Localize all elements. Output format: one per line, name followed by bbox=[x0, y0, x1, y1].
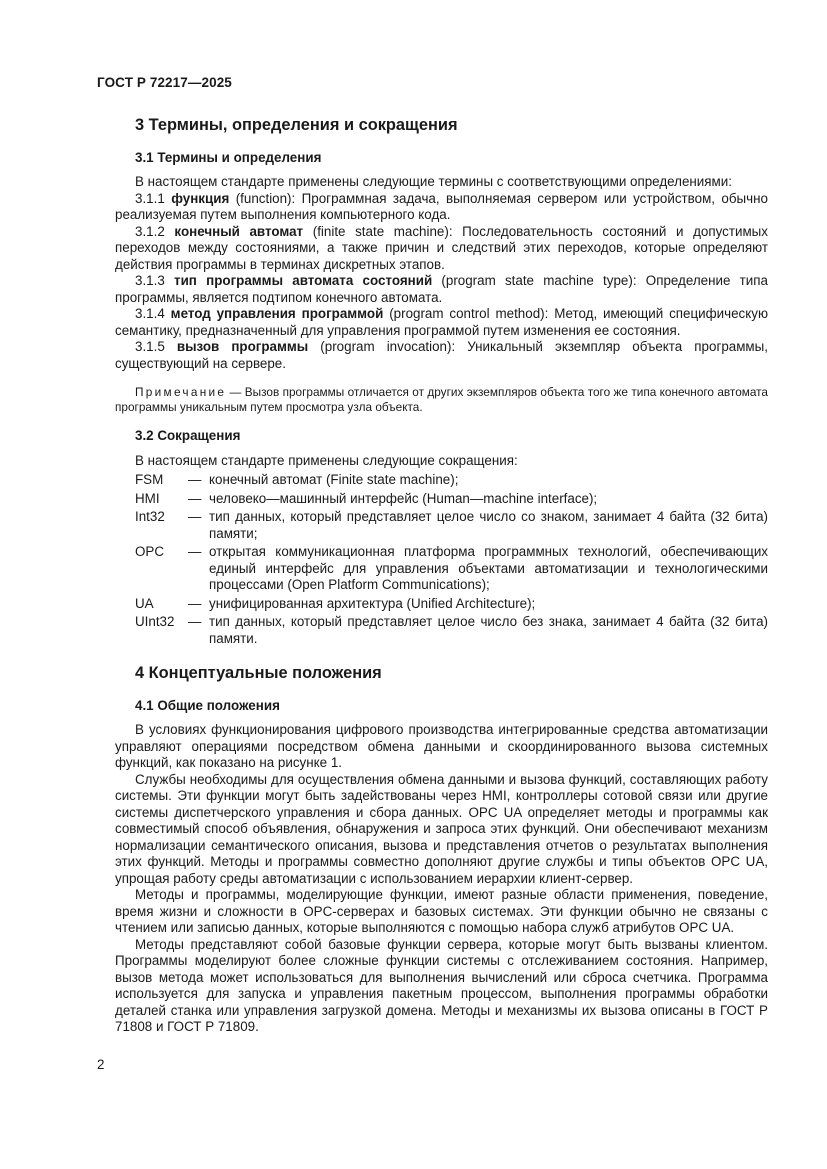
subsection-3-1-heading: 3.1 Термины и определения bbox=[135, 149, 322, 165]
abbreviation-item bbox=[135, 509, 768, 542]
term-3-1-2: 3.1.2 конечный автомат (finite state machine): Последовательность состояний и допустимых переходов между состояниями, а также причин и следствий этих переходов, которые определяют действия программы в терминах дискретных этапов. bbox=[115, 223, 768, 272]
abbreviations-list bbox=[115, 472, 768, 647]
abbreviation-item bbox=[135, 596, 768, 613]
term-3-1-3: 3.1.3 тип программы автомата состояний (program state machine type): Определение типа программы, является подтипом конечного автомата. bbox=[115, 273, 768, 305]
abbreviation-item bbox=[135, 544, 768, 594]
note bbox=[115, 385, 768, 415]
abbreviation-term: UInt32 bbox=[135, 614, 175, 629]
abbreviation-term: Int32 bbox=[135, 509, 165, 524]
abbreviation-definition: открытая коммуникационная платформа программных технологий, обеспечивающих единый интерфейс для управления объектами автоматизации и технологическими процессами (Open Platform Communications); bbox=[209, 544, 768, 592]
abbreviation-item bbox=[135, 614, 768, 647]
abbreviation-term: HMI bbox=[135, 490, 160, 506]
term-3-1-4: 3.1.4 метод управления программой (program control method): Метод, имеющий специфическую семантику, предназначенный для управления программой путем изменения ее состояния. bbox=[115, 306, 769, 338]
abbreviation-item bbox=[135, 472, 768, 489]
paragraph: В условиях функционирования цифрового производства интегрированные средства автоматизации управляют операциями посредством обмена данными и скоординированного вызова системных функций, как показано на рисунке 1. bbox=[115, 722, 768, 770]
section-4-heading: 4 Концептуальные положения bbox=[135, 664, 382, 682]
subsection-4-1-heading: 4.1 Общие положения bbox=[135, 697, 280, 713]
paragraph: Методы представляют собой базовые функции сервера, которые могут быть вызваны клиентом. Программы моделируют более сложные функции системы с отслеживанием состояния. Например, вызов метода может использоваться для выполнения вычислений или сброса счетчика. Программа используется для запуска и управления пакетным процессом, выполнения программы обработки деталей станка или управления загрузкой домена. Методы и механизмы их вызова описаны в ГОСТ Р 71808 и ГОСТ Р 71809. bbox=[115, 936, 768, 1034]
subsection-3-2-heading: 3.2 Сокращения bbox=[135, 428, 241, 443]
note-text: — Вызов программы отличается от других экземпляров объекта того же типа конечного автомата программы уникальным путем просмотра узла объекта. bbox=[115, 385, 768, 414]
abbreviations-intro: В настоящем стандарте применены следующие сокращения: bbox=[135, 452, 518, 468]
abbreviation-dash: — bbox=[188, 509, 202, 524]
abbreviation-dash: — bbox=[188, 544, 202, 559]
abbreviation-definition: тип данных, который представляет целое число со знаком, занимает 4 байта (32 бита) памяти; bbox=[209, 509, 768, 541]
abbreviation-definition: унифицированная архитектура (Unified Architecture); bbox=[209, 595, 536, 611]
abbreviation-dash: — bbox=[188, 472, 202, 487]
terms-intro: В настоящем стандарте применены следующие термины с соответствующими определениями: bbox=[135, 174, 732, 189]
page-number: 2 bbox=[97, 1057, 105, 1072]
term-3-1-5: 3.1.5 вызов программы (program invocation): Уникальный экземпляр объекта программы, существующий на сервере. bbox=[115, 339, 768, 371]
abbreviation-definition: человеко—машинный интерфейс (Human—machine interface); bbox=[209, 490, 598, 506]
paragraph: Методы и программы, моделирующие функции, имеют разные области применения, поведение, время жизни и сложности в OPC-серверах и базовых системах. Эти функции обычно не связаны с чтением или записью данных, которые выполняются с помощью набора служб атрибутов OPC UA. bbox=[115, 887, 768, 935]
note-label: Примечание bbox=[135, 385, 227, 399]
abbreviation-term: OPC bbox=[135, 544, 165, 559]
paragraph: Службы необходимы для осуществления обмена данными и вызова функций, составляющих работу системы. Эти функции могут быть задействованы через HMI, контроллеры сотовой связи или другие системы диспетчерского управления и сбора данных. OPC UA определяет методы и программы как совместимый способ объявления, обнаружения и запроса этих функций. Они обеспечивают механизм нормализации семантического описания, вызова и представления отчетов о результатах выполнения этих функций. Методы и программы совместно дополняют другие службы и типы объектов OPC UA, упрощая работу среды автоматизации с использованием иерархии клиент-сервер. bbox=[115, 771, 768, 886]
term-3-1-1: 3.1.1 функция (function): Программная задача, выполняемая сервером или устройством, обычно реализуемая путем выполнения компьютерного кода. bbox=[115, 190, 768, 222]
abbreviation-dash: — bbox=[188, 490, 202, 506]
page-content bbox=[115, 110, 768, 1036]
abbreviation-term: FSM bbox=[135, 472, 164, 487]
section-3-heading: 3 Термины, определения и сокращения bbox=[135, 116, 458, 134]
abbreviation-term: UA bbox=[135, 595, 154, 611]
abbreviation-item bbox=[135, 491, 768, 508]
document-header: ГОСТ Р 72217—2025 bbox=[97, 75, 232, 90]
abbreviation-definition: тип данных, который представляет целое число без знака, занимает 4 байта (32 бита) памяти. bbox=[209, 614, 768, 646]
abbreviation-definition: конечный автомат (Finite state machine); bbox=[209, 472, 459, 487]
abbreviation-dash: — bbox=[188, 595, 202, 611]
abbreviation-dash: — bbox=[188, 614, 202, 629]
